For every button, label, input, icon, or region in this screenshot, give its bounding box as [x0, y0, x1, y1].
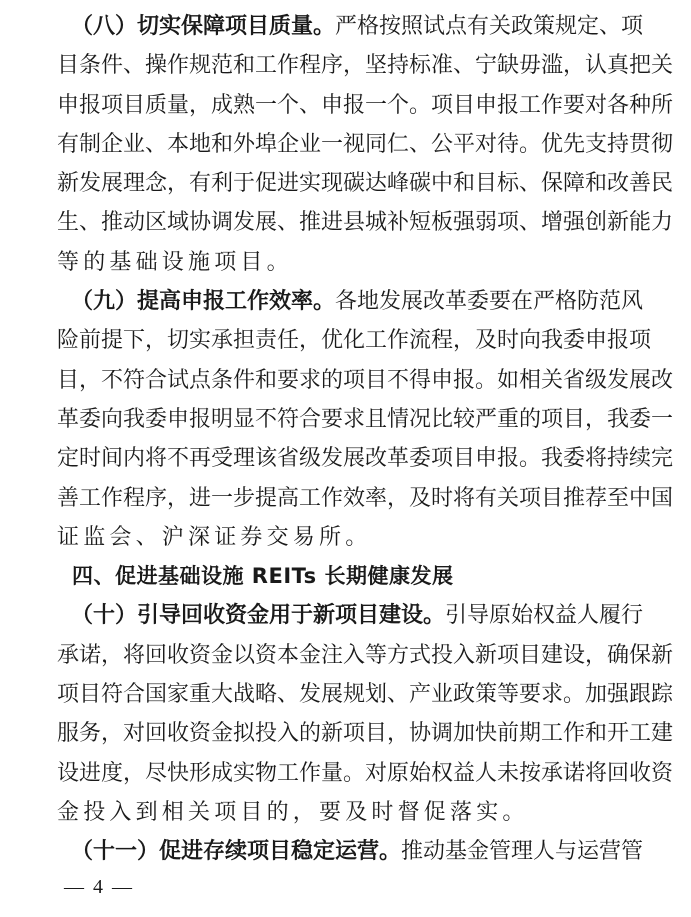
paragraph-8-line: 有制企业、本地和外埠企业一视同仁、公平对待。优先支持贯彻	[57, 131, 674, 157]
paragraph-10-line: 承诺，将回收资金以资本金注入等方式投入新项目建设，确保新	[57, 642, 674, 668]
paragraph-10-line: 项目符合国家重大战略、发展规划、产业政策等要求。加强跟踪	[57, 682, 674, 708]
paragraph-8-line: 申报项目质量，成熟一个、申报一个。项目申报工作要对各种所	[57, 92, 674, 118]
section-heading: 四、促进基础设施 REITs 长期健康发展	[72, 564, 454, 589]
paragraph-10-line: 金投入到相关项目的，要及时督促落实。	[57, 799, 529, 825]
paragraph-9-line	[57, 282, 644, 321]
paragraph-9-line: 证监会、沪深证券交易所。	[57, 524, 372, 550]
paragraph-10-line: 服务，对回收资金拟投入的新项目，协调加快前期工作和开工建	[57, 721, 674, 747]
document-body	[57, 7, 674, 872]
paragraph-11-lead: （十一）促进存续项目稳定运营。	[71, 839, 402, 865]
paragraph-9-line: 目，不符合试点条件和要求的项目不得申报。如相关省级发展改	[57, 367, 674, 393]
text: 各地发展改革委要在严格防范风	[335, 289, 644, 315]
paragraph-10-line: 设进度，尽快形成实物工作量。对原始权益人未按承诺将回收资	[57, 760, 674, 786]
paragraph-9-line: 定时间内将不再受理该省级发展改革委项目申报。我委将持续完	[57, 446, 674, 472]
paragraph-9-lead: （九）提高申报工作效率。	[71, 289, 336, 315]
text: 推动基金管理人与运营管	[401, 839, 644, 865]
page-number: — 4 —	[64, 876, 134, 898]
paragraph-9-line: 险前提下，切实承担责任，优化工作流程，及时向我委申报项	[57, 328, 652, 354]
text: 严格按照试点有关政策规定、项	[335, 14, 644, 39]
paragraph-8-line: 目条件、操作规范和工作程序，坚持标准、宁缺毋滥，认真把关	[57, 53, 674, 79]
paragraph-9-line: 善工作程序，进一步提高工作效率，及时将有关项目推荐至中国	[57, 485, 674, 511]
paragraph-8-line: 生、推动区域协调发展、推进县城补短板强弱项、增强创新能力	[57, 210, 674, 236]
paragraph-9-line: 革委向我委申报明显不符合要求且情况比较严重的项目，我委一	[57, 406, 674, 432]
text: 引导原始权益人履行	[445, 603, 644, 629]
paragraph-11-line	[57, 832, 644, 871]
paragraph-8-line	[57, 7, 644, 46]
paragraph-8-line: 等的基础设施项目。	[57, 249, 293, 275]
paragraph-10-lead: （十）引导回收资金用于新项目建设。	[71, 603, 446, 629]
paragraph-8-line: 新发展理念，有利于促进实现碳达峰碳中和目标、保障和改善民	[57, 171, 674, 197]
paragraph-10-line	[57, 596, 644, 635]
paragraph-8-lead: （八）切实保障项目质量。	[71, 14, 336, 39]
